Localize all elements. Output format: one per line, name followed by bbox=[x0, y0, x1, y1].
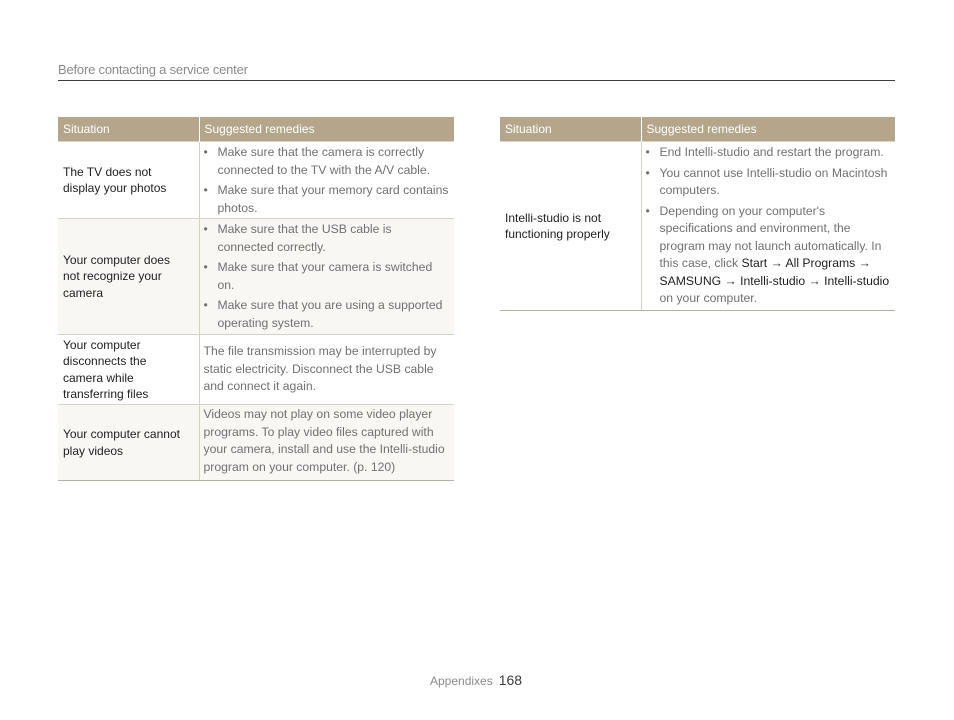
remedy-cell bbox=[199, 142, 454, 219]
table-row bbox=[58, 142, 454, 219]
remedy-item: • End Intelli-studio and restart the program. bbox=[646, 144, 891, 162]
arrow-icon: → bbox=[770, 256, 783, 270]
menu-path-intelli-studio-folder: Intelli-studio bbox=[740, 273, 806, 288]
troubleshooting-table-right bbox=[500, 117, 895, 311]
table-header-row bbox=[58, 117, 454, 142]
table-row bbox=[58, 219, 454, 335]
remedy-cell: The file transmission may be interrupted by static electricity. Disconnect the USB cable and connect it again. bbox=[199, 335, 454, 405]
situation-cell: Your computer cannot play videos bbox=[58, 405, 199, 481]
arrow-icon: → bbox=[724, 273, 737, 288]
column-header-remedies: Suggested remedies bbox=[641, 117, 895, 142]
arrow-icon: → bbox=[858, 256, 871, 270]
remedy-cell bbox=[641, 142, 895, 311]
remedy-list bbox=[646, 144, 891, 308]
remedy-list bbox=[204, 144, 450, 217]
situation-cell: Your computer disconnects the camera while transferring files bbox=[58, 335, 199, 405]
menu-path-start: Start bbox=[741, 256, 768, 270]
remedy-item: • Make sure that you are using a supported operating system. bbox=[204, 297, 450, 332]
menu-path-intelli-studio-program: Intelli-studio bbox=[824, 273, 890, 288]
column-header-situation: Situation bbox=[58, 117, 199, 142]
remedy-cell: Videos may not play on some video player programs. To play video files captured with your camera, install and use the Intelli-studio program on your computer. (p. 120) bbox=[199, 405, 454, 481]
table-row bbox=[58, 335, 454, 405]
remedy-item: • Make sure that the camera is correctly connected to the TV with the A/V cable. bbox=[204, 144, 450, 179]
table-header-row bbox=[500, 117, 895, 142]
menu-path-all-programs: All Programs bbox=[785, 256, 856, 270]
remedy-item: • Make sure that your memory card contains photos. bbox=[204, 182, 450, 217]
table-row bbox=[500, 142, 895, 311]
column-header-remedies: Suggested remedies bbox=[199, 117, 454, 142]
header-divider bbox=[58, 80, 895, 81]
table-row bbox=[58, 405, 454, 481]
remedy-item: • You cannot use Intelli-studio on Macintosh computers. bbox=[646, 165, 891, 200]
troubleshooting-table-left bbox=[58, 117, 454, 481]
remedy-item bbox=[646, 203, 891, 308]
situation-cell: Your computer does not recognize your camera bbox=[58, 219, 199, 335]
situation-cell: Intelli-studio is not functioning properly bbox=[500, 142, 641, 311]
page-number: 168 bbox=[498, 672, 523, 688]
footer-section-label: Appendixes bbox=[430, 674, 493, 688]
column-header-situation: Situation bbox=[500, 117, 641, 142]
remedy-list bbox=[204, 221, 450, 332]
remedy-item: • Make sure that your camera is switched on. bbox=[204, 259, 450, 294]
remedy-item: • Make sure that the USB cable is connected correctly. bbox=[204, 221, 450, 256]
situation-cell: The TV does not display your photos bbox=[58, 142, 199, 219]
remedy-cell bbox=[199, 219, 454, 335]
page-footer bbox=[430, 672, 522, 692]
menu-path-samsung: SAMSUNG bbox=[659, 273, 722, 288]
arrow-icon: → bbox=[808, 273, 821, 288]
remedy-text: Depending on your computer's specifications and environment, the program may not launch automatically. In this case, click bbox=[659, 203, 882, 270]
remedy-text: on your computer. bbox=[659, 291, 758, 305]
page-header-title: Before contacting a service center bbox=[58, 62, 248, 77]
